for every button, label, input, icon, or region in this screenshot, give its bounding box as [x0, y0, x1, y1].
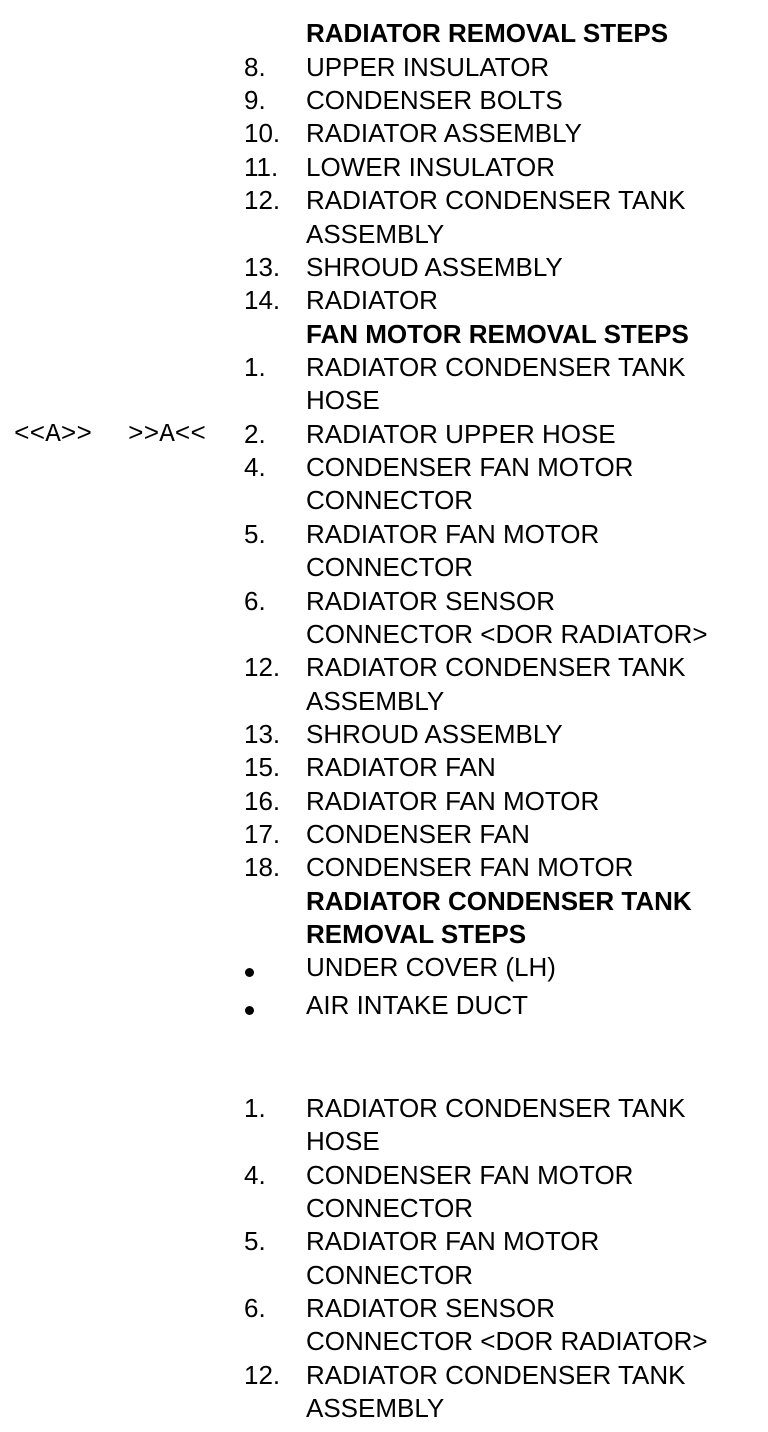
step-number: 9.	[244, 85, 266, 115]
step-label: SHROUD ASSEMBLY	[306, 719, 563, 749]
step-number: 10.	[244, 118, 281, 148]
step-label-continued: ASSEMBLY	[306, 686, 445, 716]
preparation-item: UNDER COVER (LH)	[306, 952, 556, 982]
step-label-continued: CONNECTOR	[306, 485, 474, 515]
step-number: 5.	[244, 1226, 266, 1256]
radiator-removal-title: RADIATOR REMOVAL STEPS	[306, 18, 669, 48]
step-label-continued: CONNECTOR <DOR RADIATOR>	[306, 619, 708, 649]
step-label: LOWER INSULATOR	[306, 152, 555, 182]
step-number: 4.	[244, 452, 266, 482]
step-number: 11.	[244, 152, 279, 182]
step-number: 6.	[244, 586, 266, 616]
step-number: 2.	[244, 419, 266, 449]
step-label-continued: CONNECTOR <DOR RADIATOR>	[306, 1326, 708, 1356]
step-label-continued: HOSE	[306, 1126, 380, 1156]
tank-removal-title-continued: REMOVAL STEPS	[306, 919, 527, 949]
step-number: 4.	[244, 1160, 266, 1190]
step-label: RADIATOR	[306, 285, 438, 315]
step-number: 18.	[244, 852, 281, 882]
step-label: CONDENSER FAN MOTOR	[306, 452, 634, 482]
step-number: 16.	[244, 786, 281, 816]
step-label-continued: HOSE	[306, 385, 380, 415]
step-label: UPPER INSULATOR	[306, 52, 550, 82]
step-label: RADIATOR FAN MOTOR	[306, 786, 600, 816]
step-label: RADIATOR FAN	[306, 752, 496, 782]
step-number: 13.	[244, 719, 281, 749]
step-label-continued: CONNECTOR	[306, 552, 474, 582]
step-label: RADIATOR CONDENSER TANK	[306, 652, 686, 682]
installation-marker-right: >>A<<	[128, 419, 207, 449]
step-label: CONDENSER FAN MOTOR	[306, 1160, 634, 1190]
step-number: 1.	[244, 1093, 266, 1123]
step-number: 6.	[244, 1293, 266, 1323]
step-number: 12.	[244, 185, 281, 215]
step-number: 13.	[244, 252, 281, 282]
step-number: 12.	[244, 652, 281, 682]
step-label: SHROUD ASSEMBLY	[306, 252, 563, 282]
step-label: RADIATOR UPPER HOSE	[306, 419, 616, 449]
step-label: CONDENSER FAN MOTOR	[306, 852, 634, 882]
step-number: 14.	[244, 285, 281, 315]
step-label: RADIATOR SENSOR	[306, 586, 555, 616]
tank-removal-title: RADIATOR CONDENSER TANK	[306, 886, 692, 916]
step-label-continued: ASSEMBLY	[306, 1393, 445, 1423]
step-number: 12.	[244, 1360, 281, 1390]
step-label-continued: CONNECTOR	[306, 1193, 474, 1223]
step-label-continued: CONNECTOR	[306, 1260, 474, 1290]
step-label: RADIATOR CONDENSER TANK	[306, 352, 686, 382]
bullet-icon	[245, 968, 254, 977]
preparation-item: AIR INTAKE DUCT	[306, 990, 528, 1020]
step-label: RADIATOR SENSOR	[306, 1293, 555, 1323]
step-number: 5.	[244, 519, 266, 549]
step-number: 15.	[244, 752, 281, 782]
step-number: 1.	[244, 352, 266, 382]
step-label: RADIATOR ASSEMBLY	[306, 118, 582, 148]
step-label: RADIATOR CONDENSER TANK	[306, 1360, 686, 1390]
step-label-continued: ASSEMBLY	[306, 219, 445, 249]
step-label: RADIATOR FAN MOTOR	[306, 519, 600, 549]
step-number: 17.	[244, 819, 281, 849]
fan-motor-removal-title: FAN MOTOR REMOVAL STEPS	[306, 319, 689, 349]
bullet-icon	[245, 1006, 254, 1015]
step-label: CONDENSER FAN	[306, 819, 530, 849]
step-label: RADIATOR FAN MOTOR	[306, 1226, 600, 1256]
step-number: 8.	[244, 52, 266, 82]
removal-marker-left: <<A>>	[14, 419, 93, 449]
step-label: RADIATOR CONDENSER TANK	[306, 185, 686, 215]
step-label: CONDENSER BOLTS	[306, 85, 563, 115]
step-label: RADIATOR CONDENSER TANK	[306, 1093, 686, 1123]
